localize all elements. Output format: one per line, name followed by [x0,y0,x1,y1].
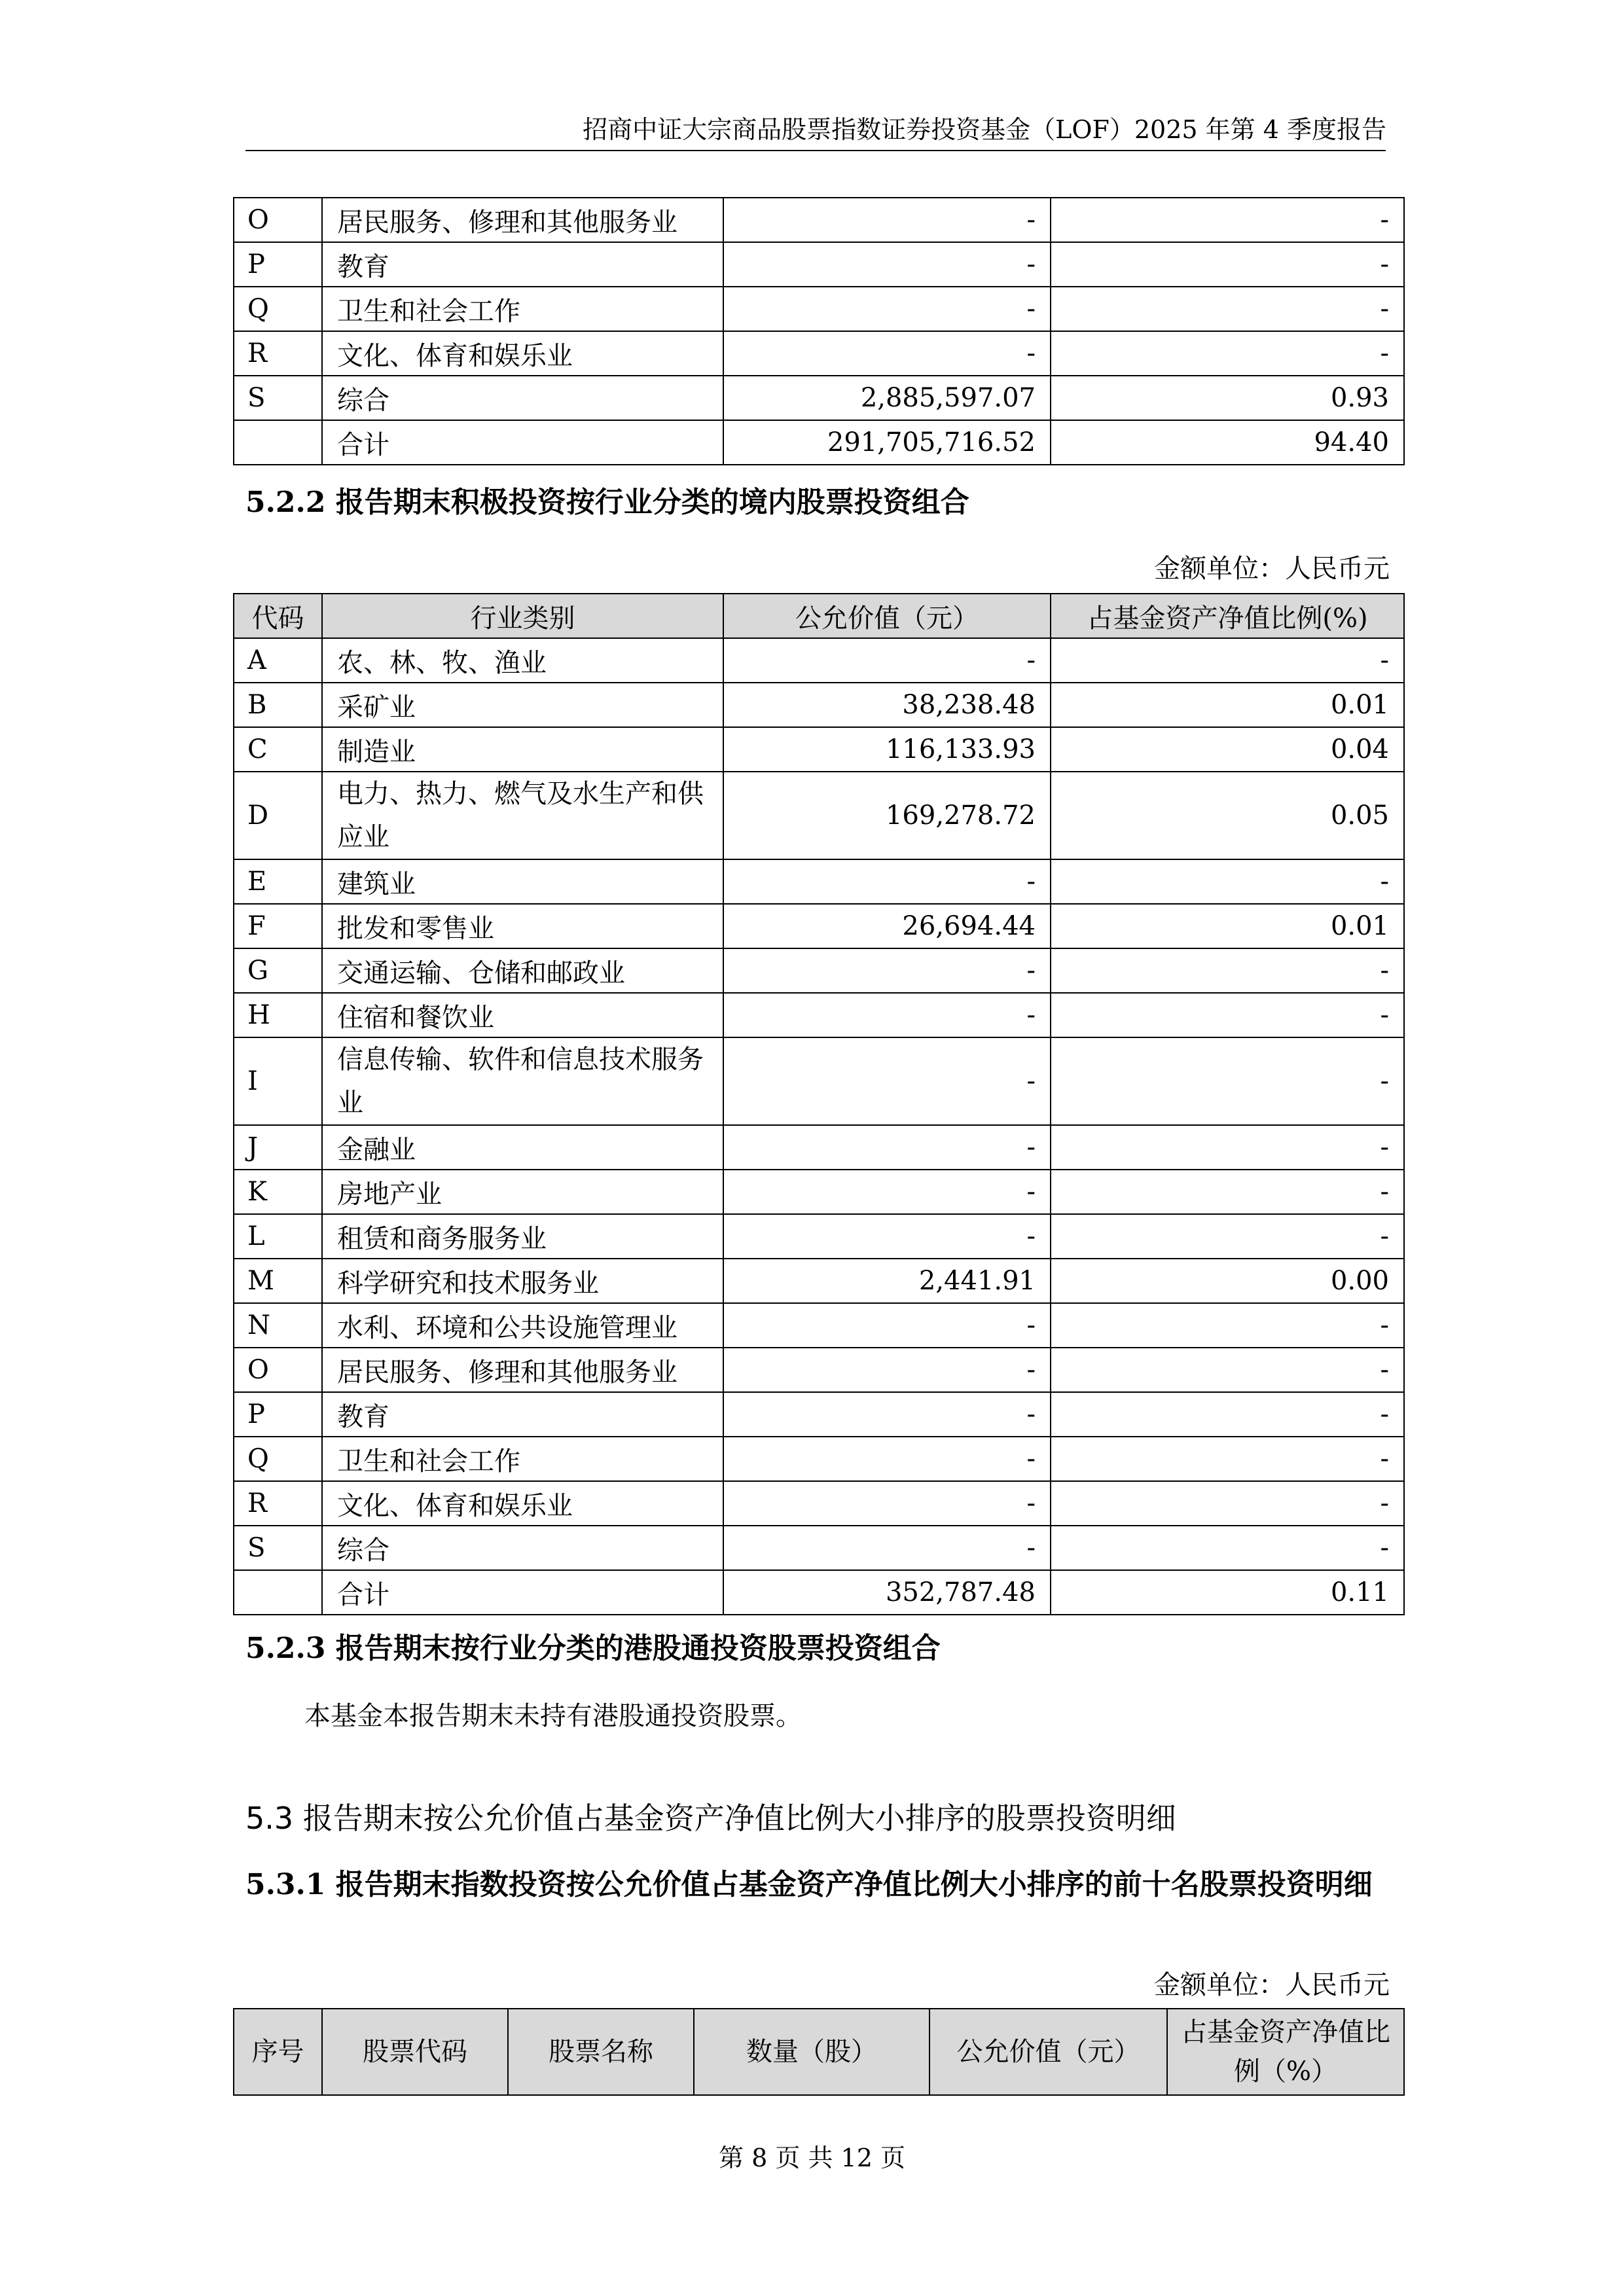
table-row [234,1437,1404,1481]
industry-code-cell [234,1570,322,1615]
section-5-2-3-title: 5.2.3 报告期末按行业分类的港股通投资股票投资组合 [245,1632,941,1665]
fair-value-cell: - [723,1437,1051,1481]
fair-value-cell: - [723,198,1051,242]
industry-name-cell: 综合 [322,1526,723,1570]
table-row [234,1214,1404,1259]
report-header-title: 招商中证大宗商品股票指数证券投资基金（LOF）2025 年第 4 季度报告 [583,115,1386,144]
table-row [234,727,1404,772]
table-row [234,1125,1404,1170]
industry-name-cell: 住宿和餐饮业 [322,993,723,1037]
fair-value-cell: - [723,242,1051,287]
nav-ratio-cell: - [1051,331,1404,376]
fair-value-cell: 2,441.91 [723,1259,1051,1303]
industry-code-cell: M [234,1259,322,1303]
column-header: 占基金资产净值比例（%） [1167,2009,1404,2095]
fair-value-cell: 291,705,716.52 [723,420,1051,465]
nav-ratio-cell: - [1051,1348,1404,1392]
industry-code-cell: O [234,1348,322,1392]
section-5-3-1-title: 5.3.1 报告期末指数投资按公允价值占基金资产净值比例大小排序的前十名股票投资明细 [245,1868,1373,1901]
amount-unit-label-2: 金额单位：人民币元 [1154,1970,1390,2000]
table-row [234,376,1404,420]
table-row [234,242,1404,287]
nav-ratio-cell: - [1051,948,1404,993]
industry-code-cell: S [234,376,322,420]
industry-code-cell: P [234,242,322,287]
industry-name-cell: 电力、热力、燃气及水生产和供应业 [322,772,723,859]
table-row [234,1348,1404,1392]
column-header: 序号 [234,2009,322,2095]
top-ten-holdings-table [233,2008,1405,2096]
fair-value-cell: - [723,1481,1051,1526]
fair-value-cell: - [723,993,1051,1037]
nav-ratio-cell: - [1051,1437,1404,1481]
fair-value-cell: 2,885,597.07 [723,376,1051,420]
industry-code-cell: N [234,1303,322,1348]
nav-ratio-cell: - [1051,638,1404,683]
section-5-2-2-title: 5.2.2 报告期末积极投资按行业分类的境内股票投资组合 [245,486,969,519]
industry-code-cell: Q [234,1437,322,1481]
table-row [234,638,1404,683]
nav-ratio-cell: - [1051,1481,1404,1526]
column-header: 股票代码 [322,2009,508,2095]
industry-code-cell: L [234,1214,322,1259]
industry-code-cell: P [234,1392,322,1437]
industry-code-cell [234,420,322,465]
nav-ratio-cell: - [1051,1170,1404,1214]
industry-code-cell: I [234,1037,322,1125]
industry-name-cell: 文化、体育和娱乐业 [322,331,723,376]
active-investment-industry-table [233,593,1405,1615]
nav-ratio-cell: 0.93 [1051,376,1404,420]
header-divider [245,150,1386,151]
table-row [234,198,1404,242]
industry-name-cell: 批发和零售业 [322,904,723,948]
table-row [234,331,1404,376]
column-header: 数量（股） [694,2009,929,2095]
nav-ratio-cell: 0.11 [1051,1570,1404,1615]
nav-ratio-cell: 0.01 [1051,904,1404,948]
fair-value-cell: - [723,1214,1051,1259]
fair-value-cell: - [723,638,1051,683]
nav-ratio-cell: - [1051,1214,1404,1259]
table-row [234,420,1404,465]
industry-name-cell: 居民服务、修理和其他服务业 [322,198,723,242]
fair-value-cell: - [723,287,1051,331]
industry-code-cell: D [234,772,322,859]
column-header: 占基金资产净值比例(%) [1051,594,1404,638]
column-header: 股票名称 [508,2009,694,2095]
industry-code-cell: F [234,904,322,948]
fair-value-cell: - [723,1526,1051,1570]
industry-name-cell: 农、林、牧、渔业 [322,638,723,683]
nav-ratio-cell: 0.01 [1051,683,1404,727]
industry-name-cell: 合计 [322,1570,723,1615]
industry-code-cell: G [234,948,322,993]
nav-ratio-cell: - [1051,198,1404,242]
nav-ratio-cell: - [1051,287,1404,331]
industry-code-cell: H [234,993,322,1037]
fair-value-cell: - [723,1392,1051,1437]
column-header: 行业类别 [322,594,723,638]
industry-code-cell: K [234,1170,322,1214]
fair-value-cell: - [723,948,1051,993]
page-footer: 第 8 页 共 12 页 [719,2144,905,2172]
fair-value-cell: - [723,1170,1051,1214]
fair-value-cell: 26,694.44 [723,904,1051,948]
fair-value-cell: - [723,1125,1051,1170]
industry-code-cell: C [234,727,322,772]
industry-name-cell: 合计 [322,420,723,465]
nav-ratio-cell: - [1051,859,1404,904]
industry-code-cell: B [234,683,322,727]
fair-value-cell: - [723,1348,1051,1392]
nav-ratio-cell: - [1051,1526,1404,1570]
fair-value-cell: 169,278.72 [723,772,1051,859]
fair-value-cell: - [723,1037,1051,1125]
nav-ratio-cell: - [1051,242,1404,287]
table-row [234,1170,1404,1214]
industry-name-cell: 制造业 [322,727,723,772]
nav-ratio-cell: - [1051,1125,1404,1170]
fair-value-cell: 116,133.93 [723,727,1051,772]
fair-value-cell: - [723,331,1051,376]
column-header: 公允价值（元） [929,2009,1167,2095]
table-row [234,1303,1404,1348]
industry-name-cell: 水利、环境和公共设施管理业 [322,1303,723,1348]
amount-unit-label: 金额单位：人民币元 [1154,554,1390,584]
table-row [234,993,1404,1037]
industry-code-cell: A [234,638,322,683]
industry-name-cell: 金融业 [322,1125,723,1170]
industry-name-cell: 采矿业 [322,683,723,727]
industry-name-cell: 卫生和社会工作 [322,1437,723,1481]
nav-ratio-cell: 0.05 [1051,772,1404,859]
table-row [234,683,1404,727]
table-row [234,1481,1404,1526]
industry-name-cell: 文化、体育和娱乐业 [322,1481,723,1526]
section-5-2-3-text: 本基金本报告期末未持有港股通投资股票。 [304,1701,802,1731]
column-header: 代码 [234,594,322,638]
column-header: 公允价值（元） [723,594,1051,638]
industry-table-continued [233,197,1405,465]
industry-name-cell: 信息传输、软件和信息技术服务业 [322,1037,723,1125]
fair-value-cell: 38,238.48 [723,683,1051,727]
industry-code-cell: J [234,1125,322,1170]
industry-name-cell: 综合 [322,376,723,420]
industry-code-cell: O [234,198,322,242]
nav-ratio-cell: - [1051,993,1404,1037]
industry-name-cell: 居民服务、修理和其他服务业 [322,1348,723,1392]
fair-value-cell: - [723,1303,1051,1348]
table-row [234,1392,1404,1437]
nav-ratio-cell: - [1051,1037,1404,1125]
fair-value-cell: - [723,859,1051,904]
industry-code-cell: E [234,859,322,904]
nav-ratio-cell: - [1051,1303,1404,1348]
nav-ratio-cell: 0.04 [1051,727,1404,772]
nav-ratio-cell: 94.40 [1051,420,1404,465]
table-row [234,1037,1404,1125]
table-row [234,1570,1404,1615]
table-row [234,1259,1404,1303]
table-row [234,948,1404,993]
table-row [234,772,1404,859]
industry-code-cell: Q [234,287,322,331]
table-row [234,904,1404,948]
industry-name-cell: 租赁和商务服务业 [322,1214,723,1259]
industry-name-cell: 交通运输、仓储和邮政业 [322,948,723,993]
table-row [234,1526,1404,1570]
nav-ratio-cell: 0.00 [1051,1259,1404,1303]
industry-name-cell: 房地产业 [322,1170,723,1214]
fair-value-cell: 352,787.48 [723,1570,1051,1615]
nav-ratio-cell: - [1051,1392,1404,1437]
section-5-3-title: 5.3 报告期末按公允价值占基金资产净值比例大小排序的股票投资明细 [245,1801,1176,1836]
industry-code-cell: R [234,331,322,376]
industry-name-cell: 科学研究和技术服务业 [322,1259,723,1303]
industry-name-cell: 建筑业 [322,859,723,904]
industry-name-cell: 教育 [322,1392,723,1437]
table-row [234,859,1404,904]
industry-name-cell: 卫生和社会工作 [322,287,723,331]
table-row [234,287,1404,331]
industry-code-cell: R [234,1481,322,1526]
industry-code-cell: S [234,1526,322,1570]
industry-name-cell: 教育 [322,242,723,287]
